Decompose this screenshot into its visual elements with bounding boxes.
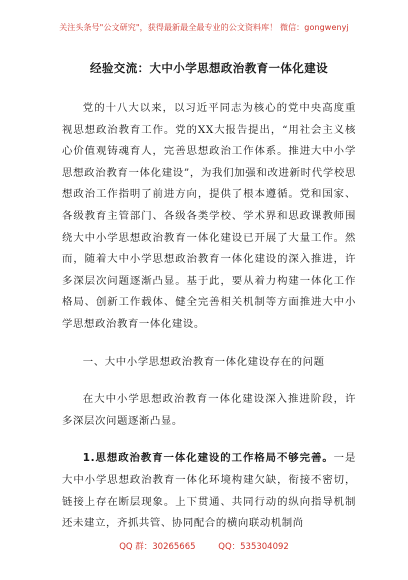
paragraph-intro: 党的十八大以来，以习近平同志为核心的党中央高度重视思想政治教育工作。党的XX大报告提出，“用社会主义核心价值观铸魂育人，完善思想政治工作体系。推进大中小学思想政治教育一体化建设”，为我们加强和改进新时代学校思想政治工作指明了前进方向，提供了根本遵循。党和国家、各级教育主管部门、各级各类学校、学术界和思政课教师围绕大中小学思想政治教育一体化建设已开展了大量工作。然而，随着大中小学思想政治教育一体化建设的深入推进，许多深层次问题逐渐凸显。基于此，要从着力构建一体化工作格局、创新工作载体、健全完善相关机制等方面推进大中小学思想政治教育一体化建设。 [62,102,356,330]
section-heading: 一、大中小学思想政治教育一体化建设存在的问题 [82,355,325,368]
document-title: 经验交流：大中小学思想政治教育一体化建设 [90,61,328,75]
footer-contact [0,540,408,552]
document-body [62,60,356,551]
footer-qq: QQ：535304092 [218,542,289,552]
point-1-text: 一是大中小学思想政治教育一体化环境构建欠缺，衔接不密切，链接上存在断层现象。上下贯通、共同行动的纵向指导机制还未建立，齐抓共管、协同配合的横向联动机制尚 [62,452,357,530]
footer-qq-group: QQ 群：30265665 [119,542,196,552]
point-1-lead: 1.思想政治教育一体化建设的工作格局不够完善。 [82,452,334,465]
header-banner: 关注头条号"公文研究"，获得最新最全最专业的公文资料库！ 微信：gongwenyj [59,23,349,32]
paragraph-problem-summary: 在大中小学思想政治教育一体化建设深入推进阶段，许多深层次问题逐渐凸显。 [62,393,356,427]
paragraph-point-1 [62,448,356,534]
